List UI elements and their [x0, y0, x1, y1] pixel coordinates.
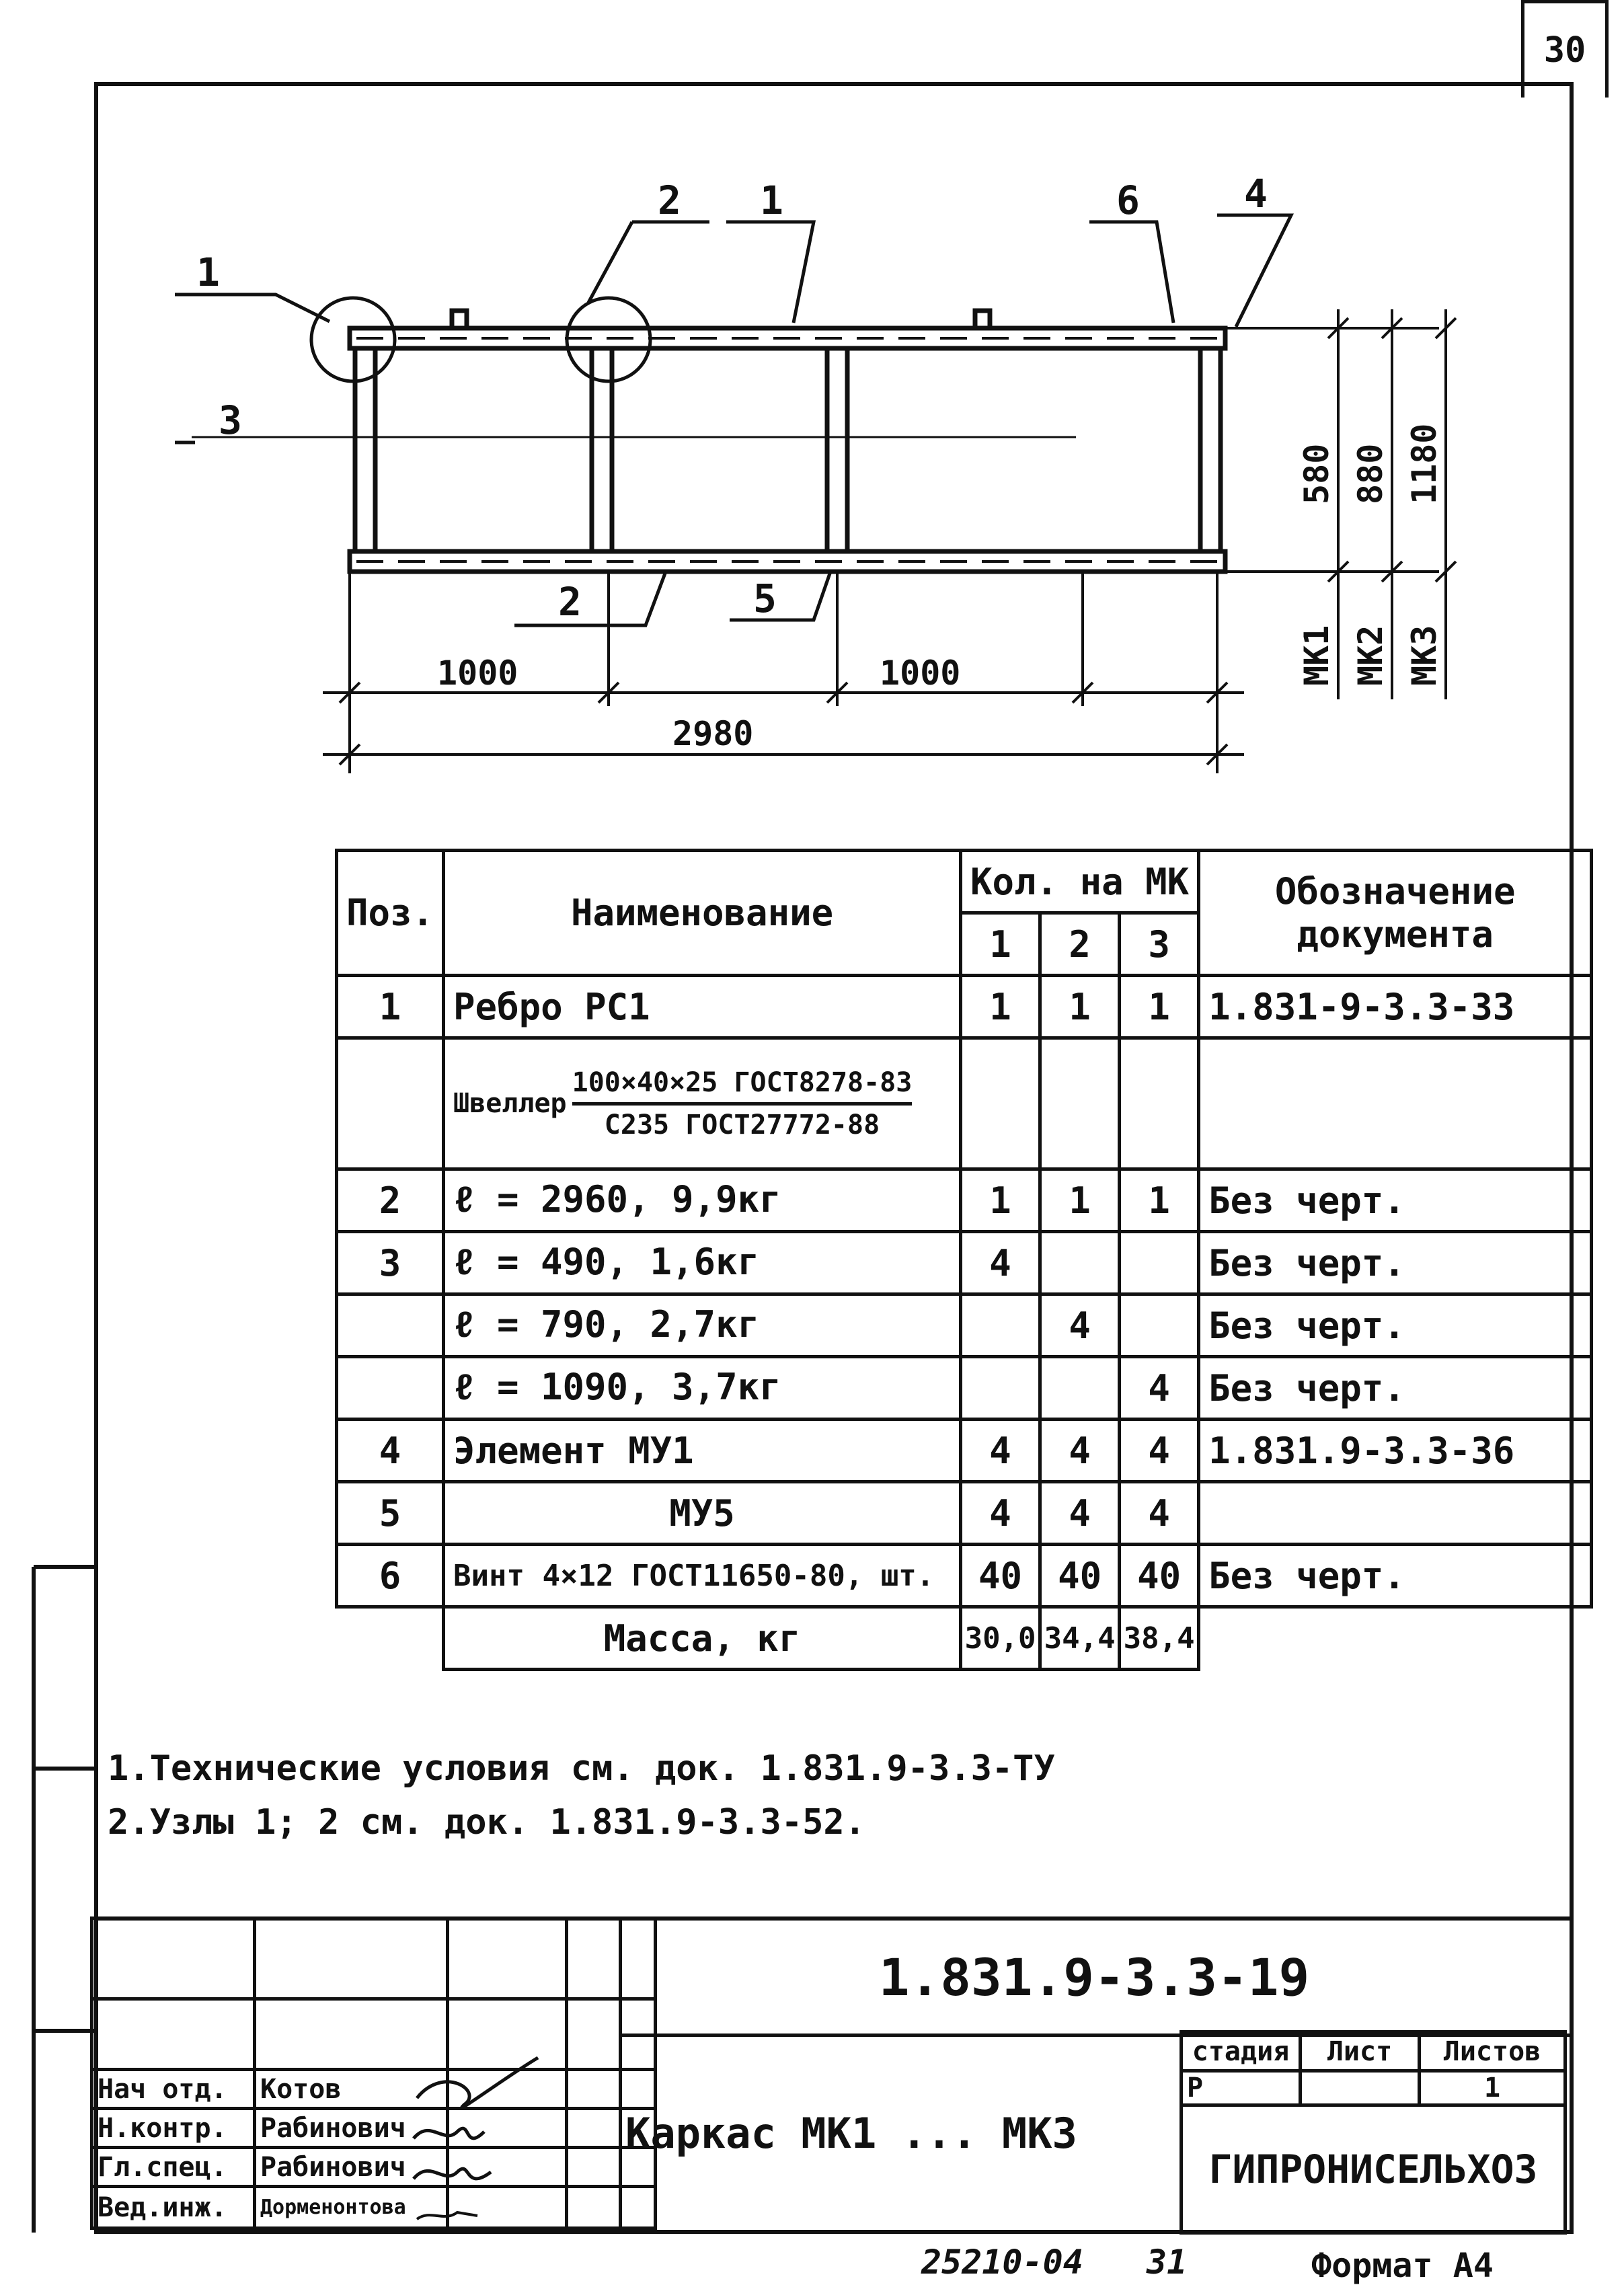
table-row: ℓ = 1090, 3,7кг 4 Без черт.: [337, 1357, 1592, 1420]
stage-label: стадия: [1182, 2032, 1301, 2071]
dim-1000-right: 1000: [880, 654, 961, 693]
mass-row: Масса, кг 30,0 34,4 38,4: [337, 1607, 1592, 1670]
table-row: ℓ = 790, 2,7кг 4 Без черт.: [337, 1294, 1592, 1357]
name-2: Рабинович: [255, 2109, 448, 2148]
sheet-label: Лист: [1301, 2032, 1420, 2071]
mass-label: Масса, кг: [444, 1607, 961, 1670]
role-1: Нач отд.: [92, 2070, 255, 2109]
callout-2-top: 2: [658, 178, 681, 223]
note-2: 2.Узлы 1; 2 см. док. 1.831.9-3.3-52.: [108, 1802, 866, 1843]
name-4: Дорменонтова: [255, 2187, 448, 2229]
dim-mark-mk1: МК1: [1297, 625, 1336, 686]
header-q2: 2: [1040, 913, 1120, 976]
name-1: Котов: [255, 2070, 448, 2109]
frame-drawing: [134, 168, 1444, 787]
channel-top: 100×40×25 ГОСТ8278-83: [572, 1067, 913, 1106]
callout-5: 5: [753, 576, 777, 621]
inventory-number: 25210-04: [921, 2243, 1083, 2282]
header-pos: Поз.: [337, 851, 444, 976]
dim-mark-mk2: МК2: [1351, 625, 1390, 686]
table-row: [337, 1038, 1592, 1169]
format-label: Формат А4: [1311, 2246, 1494, 2285]
dim-2980: 2980: [672, 714, 754, 753]
table-row: 6 Винт 4×12 ГОСТ11650-80, шт. 40 40 40 Без черт.: [337, 1545, 1592, 1607]
channel-prefix: Швеллер: [453, 1088, 567, 1119]
sheet-value: [1301, 2071, 1420, 2105]
table-row: 1 Ребро РС1 1 1 1 1.831-9-3.3-33: [337, 976, 1592, 1038]
dim-580: 580: [1297, 443, 1336, 504]
table-row: 3 ℓ = 490, 1,6кг 4 Без черт.: [337, 1232, 1592, 1294]
dim-1180: 1180: [1405, 423, 1444, 504]
signatures: [403, 2051, 558, 2233]
spec-table: [335, 849, 1593, 1671]
callout-1-top: 1: [760, 178, 783, 223]
sheets-value: 1: [1420, 2071, 1565, 2105]
header-doc: Обозначение документа: [1199, 851, 1592, 976]
stage-table: [1180, 2030, 1567, 2235]
header-qty: Кол. на МК: [961, 851, 1199, 913]
callout-6: 6: [1116, 178, 1140, 223]
role-3: Гл.спец.: [92, 2148, 255, 2187]
note-1: 1.Технические условия см. док. 1.831.9-3.3-ТУ: [108, 1748, 1055, 1789]
sheets-label: Листов: [1420, 2032, 1565, 2071]
channel-bottom: С235 ГОСТ27772-88: [604, 1109, 880, 1140]
header-q3: 3: [1120, 913, 1199, 976]
name-3: Рабинович: [255, 2148, 448, 2187]
table-row: 2 ℓ = 2960, 9,9кг 1 1 1 Без черт.: [337, 1169, 1592, 1232]
table-row: 5 МУ5 4 4 4: [337, 1482, 1592, 1545]
dim-1000-left: 1000: [437, 654, 518, 693]
table-row: 4 Элемент МУ1 4 4 4 1.831.9-3.3-36: [337, 1420, 1592, 1482]
doc-title: Каркас МК1 ... МК3: [625, 2109, 1077, 2158]
callout-3: 3: [219, 397, 242, 443]
signature-grid: [90, 1916, 657, 2230]
sheet-number: 30: [1521, 0, 1609, 98]
title-block: [94, 1916, 1574, 2238]
dim-mark-mk3: МК3: [1405, 625, 1444, 686]
rib-right: [1200, 348, 1221, 551]
callout-1-left: 1: [196, 249, 220, 295]
rib-3: [827, 348, 847, 551]
stage-value: Р: [1182, 2071, 1301, 2105]
callout-4: 4: [1244, 171, 1268, 217]
callout-2-bottom: 2: [558, 579, 582, 625]
dim-880: 880: [1351, 443, 1390, 504]
role-4: Вед.инж.: [92, 2187, 255, 2229]
doc-code: 1.831.9-3.3-19: [619, 1921, 1570, 2037]
inventory-sheet: 31: [1147, 2243, 1188, 2282]
header-name: Наименование: [444, 851, 961, 976]
role-2: Н.контр.: [92, 2109, 255, 2148]
organization: ГИПРОНИСЕЛЬХОЗ: [1182, 2105, 1565, 2233]
header-q1: 1: [961, 913, 1040, 976]
